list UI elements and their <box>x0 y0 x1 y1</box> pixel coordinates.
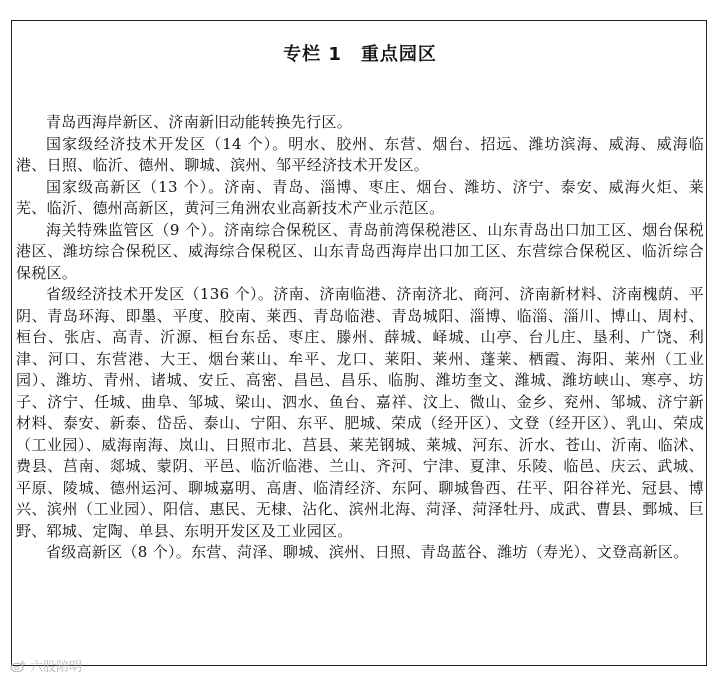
paragraph-customs-zones: 海关特殊监管区（9 个）。济南综合保税区、青岛前湾保税港区、山东青岛出口加工区、烟台保税港区、潍坊综合保税区、威海综合保税区、山东青岛西海岸出口加工区、东营综合保税区、临沂综合保税区。 <box>16 220 704 282</box>
paragraph-provincial-economic-zones: 省级经济技术开发区（136 个）。济南、济南临港、济南济北、商河、济南新材料、济南槐荫、平阴、青岛环海、即墨、平度、胶南、莱西、青岛临港、青岛城阳、淄博、临淄、淄川、博山、周村、桓台、张店、高青、沂源、桓台东岳、枣庄、滕州、薛城、峄城、山亭、台儿庄、垦利、广饶、利津、河口、东营港、大王、烟台莱山、牟平、龙口、莱阳、莱州、蓬莱、栖霞、海阳、莱州（工业园）、潍坊、青州、诸城、安丘、高密、昌邑、昌乐、临朐、潍坊奎文、潍城、潍坊峡山、寒亭、坊子、济宁、任城、曲阜、邹城、梁山、泗水、鱼台、嘉祥、汶上、微山、金乡、兖州、邹城、济宁新材料、泰安、新泰、岱岳、泰山、宁阳、东平、肥城、荣成（经开区）、文登（经开区）、乳山、荣成（工业园）、威海南海、岚山、日照市北、莒县、莱芜钢城、莱城、河东、沂水、苍山、沂南、临沭、费县、莒南、郯城、蒙阴、平邑、临沂临港、兰山、齐河、宁津、夏津、乐陵、临邑、庆云、武城、平原、陵城、德州运河、聊城嘉明、高唐、临清经济、东阿、聊城鲁西、茌平、阳谷祥光、冠县、博兴、滨州（工业园）、阳信、惠民、无棣、沾化、滨州北海、菏泽、菏泽牡丹、成武、曹县、鄄城、巨野、郓城、定陶、单县、东明开发区及工业园区。 <box>16 285 704 540</box>
document-body <box>16 112 704 564</box>
page-title: 专栏 1 重点园区 <box>283 44 437 65</box>
paragraph-national-economic-zones: 国家级经济技术开发区（14 个）。明水、胶州、东营、烟台、招远、潍坊滨海、威海、威海临港、日照、临沂、德州、聊城、滨州、邹平经济技术开发区。 <box>16 134 704 174</box>
watermark-text: 六股陪明 <box>30 660 83 675</box>
paragraph-national-hightech-zones: 国家级高新区（13 个）。济南、青岛、淄博、枣庄、烟台、潍坊、济宁、泰安、威海火炬、莱芜、临沂、德州高新区，黄河三角洲农业高新技术产业示范区。 <box>16 177 704 217</box>
weibo-logo-icon <box>10 659 26 673</box>
watermark <box>10 656 82 675</box>
paragraph-provincial-hightech-zones: 省级高新区（8 个）。东营、菏泽、聊城、滨州、日照、青岛蓝谷、潍坊（寿光）、文登高新区。 <box>46 543 689 561</box>
paragraph-pilot-zones: 青岛西海岸新区、济南新旧动能转换先行区。 <box>46 113 353 131</box>
